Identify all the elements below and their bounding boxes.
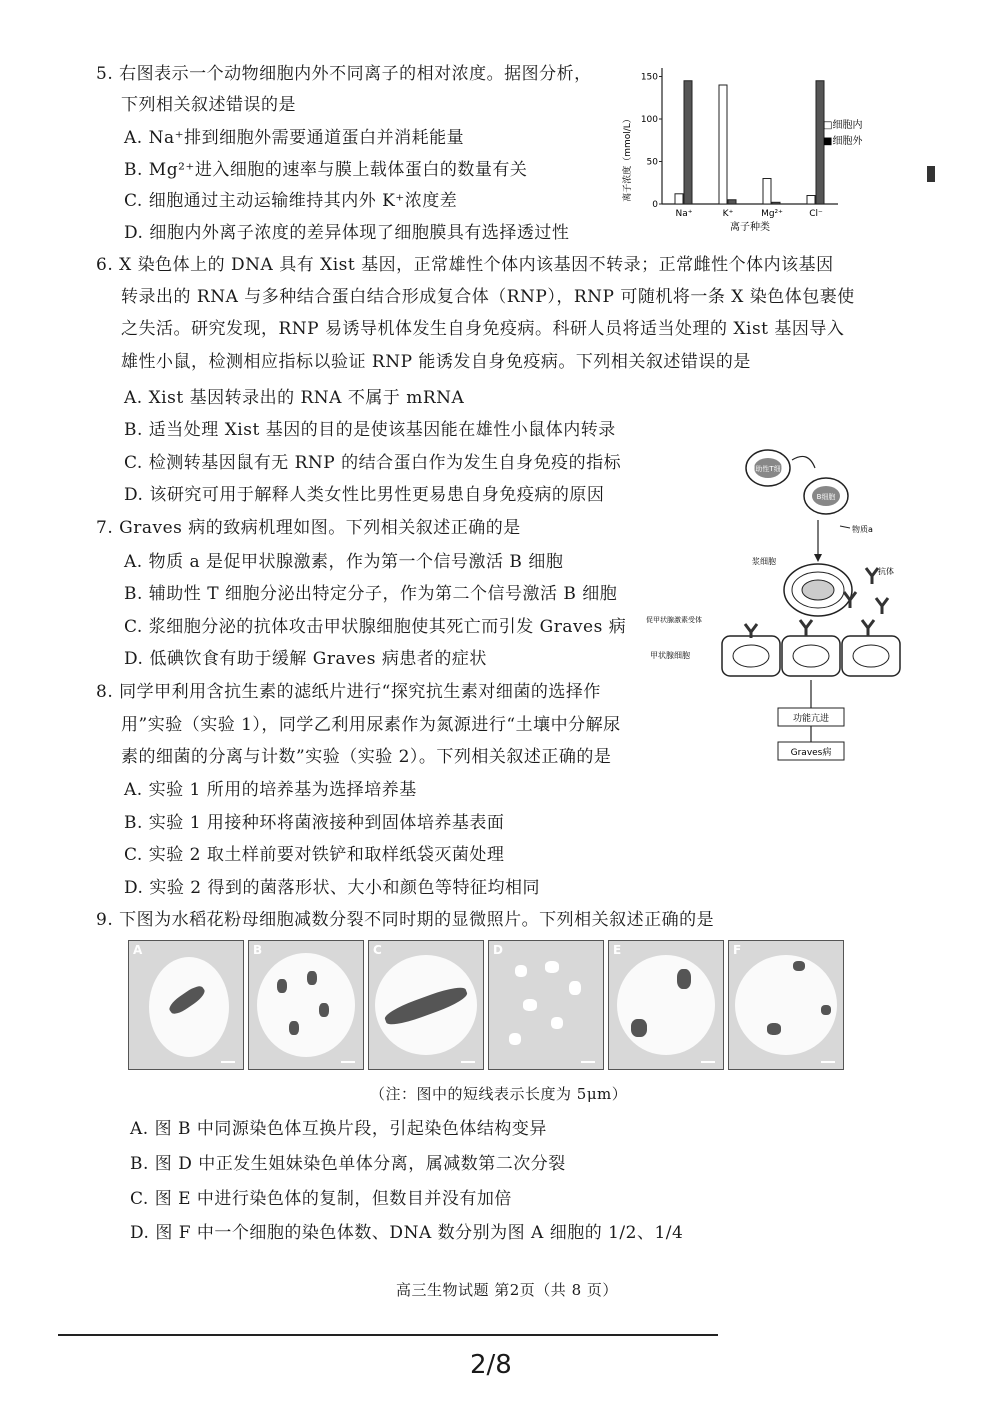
micrograph-b — [248, 940, 364, 1070]
cell-region — [257, 953, 355, 1057]
chromosome — [545, 961, 559, 973]
q7-stem: 7. Graves 病的致病机理如图。下列相关叙述正确的是 — [96, 518, 521, 538]
micrograph-f — [728, 940, 844, 1070]
margin-mark — [927, 166, 935, 182]
q6-stem-3: 之失活。研究发现，RNP 易诱导机体发生自身免疫病。科研人员将适当处理的 Xist 基因导入 — [121, 319, 845, 339]
q9-note: （注：图中的短线表示长度为 5μm） — [370, 1085, 628, 1103]
bivalent — [277, 979, 287, 993]
micrograph-e — [608, 940, 724, 1070]
micrograph-d — [488, 940, 604, 1070]
q8-option-a: A. 实验 1 所用的培养基为选择培养基 — [124, 780, 417, 800]
footer-rule — [58, 1334, 718, 1336]
bar-inside-2 — [763, 179, 771, 205]
bound-antibody-3 — [862, 620, 874, 636]
thyroid-nucleus-1 — [733, 645, 769, 667]
chart-y-label: 离子浓度（mmol/L） — [623, 114, 633, 202]
cell-region — [617, 955, 715, 1055]
q9-stem: 9. 下图为水稻花粉母细胞减数分裂不同时期的显微照片。下列相关叙述正确的是 — [96, 910, 715, 930]
micrograph-d-label: D — [493, 943, 503, 957]
page-number: 2/8 — [470, 1350, 512, 1380]
q6-option-b: B. 适当处理 Xist 基因的目的是使该基因能在雄性小鼠体内转录 — [124, 420, 616, 440]
chart-x-categories — [676, 209, 824, 219]
footer-title: 高三生物试题 第2页（共 8 页） — [396, 1281, 618, 1299]
q6-option-a: A. Xist 基因转录出的 RNA 不属于 mRNA — [124, 388, 465, 408]
chart-legend-inside: □细胞内 — [823, 120, 863, 131]
micrograph-b-label: B — [253, 943, 263, 957]
q6-stem-4: 雄性小鼠，检测相应指标以验证 RNP 能诱发自身免疫病。下列相关叙述错误的是 — [121, 352, 751, 372]
x-category-label: Cl⁻ — [809, 209, 823, 219]
q5-option-c: C. 细胞通过主动运输维持其内外 K⁺浓度差 — [124, 191, 458, 211]
q8-stem-1: 8. 同学甲利用含抗生素的滤纸片进行“探究抗生素对细菌的选择作 — [96, 682, 601, 702]
q5-stem-1: 5. 右图表示一个动物细胞内外不同离子的相对浓度。据图分析， — [96, 64, 592, 84]
q9-option-d: D. 图 F 中一个细胞的染色体数、DNA 数分别为图 A 细胞的 1/2、1/4 — [130, 1223, 684, 1243]
substance-a-pointer — [840, 526, 850, 528]
bivalent — [307, 971, 317, 985]
q6-stem-2: 转录出的 RNA 与多种结合蛋白结合形成复合体（RNP），RNP 可随机将一条 X 染色体包裹使 — [121, 287, 855, 307]
q9-option-a: A. 图 B 中同源染色体互换片段，引起染色体结构变异 — [130, 1119, 547, 1139]
micrograph-e-label: E — [613, 943, 622, 957]
helper-t-label: 辅助性T细胞 — [748, 465, 788, 473]
plasma-cell-nucleus — [802, 580, 834, 600]
chromosome — [509, 1033, 521, 1045]
q6-option-c: C. 检测转基因鼠有无 RNP 的结合蛋白作为发生自身免疫的指标 — [124, 453, 622, 473]
q7-option-c: C. 浆细胞分泌的抗体攻击甲状腺细胞使其死亡而引发 Graves 病 — [124, 617, 627, 637]
micrograph-a-label: A — [133, 943, 143, 957]
chart-x-label: 离子种类 — [730, 222, 770, 233]
antibody-icon-3 — [876, 598, 888, 614]
q7-option-a: A. 物质 a 是促甲状腺激素，作为第一个信号激活 B 细胞 — [124, 552, 564, 572]
y-tick-label: 150 — [640, 72, 658, 83]
q5-option-a: A. Na⁺排到细胞外需要通道蛋白并消耗能量 — [124, 128, 465, 148]
chart-legend-outside: ■细胞外 — [823, 136, 863, 147]
substance-a-label: 物质a — [852, 525, 873, 534]
q8-option-b: B. 实验 1 用接种环将菌液接种到固体培养基表面 — [124, 813, 505, 833]
y-tick-label: 50 — [646, 157, 658, 168]
receptor-label: 促甲状腺激素受体 — [646, 616, 702, 624]
q7-option-b: B. 辅助性 T 细胞分泌出特定分子，作为第二个信号激活 B 细胞 — [124, 584, 618, 604]
scale-bar — [821, 1061, 835, 1063]
q5-stem-2: 下列相关叙述错误的是 — [121, 95, 296, 115]
chromosome-group — [677, 969, 691, 989]
q8-option-c: C. 实验 2 取土样前要对铁铲和取样纸袋灭菌处理 — [124, 845, 505, 865]
q5-option-b: B. Mg²⁺进入细胞的速率与膜上载体蛋白的数量有关 — [124, 160, 528, 180]
bound-antibody-2 — [800, 620, 812, 636]
chromosome — [515, 965, 527, 977]
graves-label: Graves病 — [790, 748, 832, 758]
chromosome — [523, 999, 537, 1011]
micrograph-c — [368, 940, 484, 1070]
q9-option-c: C. 图 E 中进行染色体的复制，但数目并没有加倍 — [130, 1189, 512, 1209]
q9-option-b: B. 图 D 中正发生姐妹染色单体分离，属减数第二次分裂 — [130, 1154, 566, 1174]
arrow-head — [814, 554, 822, 562]
chart-y-ticks — [641, 73, 662, 211]
q8-stem-2: 用”实验（实验 1），同学乙利用尿素作为氮源进行“土壤中分解尿 — [121, 715, 621, 735]
bar-outside-0 — [684, 81, 692, 204]
chromosome-group — [821, 1005, 831, 1015]
plasma-cell-label: 浆细胞 — [752, 557, 776, 566]
scale-bar — [461, 1061, 475, 1063]
x-category-label: Na⁺ — [675, 209, 693, 219]
hyperfunction-label: 功能亢进 — [792, 714, 830, 724]
y-tick-label: 0 — [652, 200, 658, 210]
chromosome-group — [631, 1019, 647, 1037]
chromosome-group — [767, 1023, 781, 1035]
chromosome-group — [793, 961, 805, 971]
bar-inside-1 — [719, 85, 727, 204]
thyroid-nucleus-2 — [793, 645, 829, 667]
graves-mechanism-diagram — [640, 440, 910, 770]
bar-outside-2 — [772, 202, 780, 204]
signal-arrow — [792, 456, 815, 468]
thyroid-nucleus-3 — [853, 645, 889, 667]
q5-option-d: D. 细胞内外离子浓度的差异体现了细胞膜具有选择透过性 — [124, 223, 570, 243]
chromosome — [551, 1017, 563, 1029]
antibody-label: 抗体 — [878, 567, 894, 576]
micrograph-c-label: C — [373, 943, 382, 957]
chromosome — [569, 981, 581, 995]
q8-option-d: D. 实验 2 得到的菌落形状、大小和颜色等特征均相同 — [124, 878, 540, 898]
bivalent — [319, 1003, 329, 1017]
q6-stem-1: 6. X 染色体上的 DNA 具有 Xist 基因，正常雄性个体内该基因不转录；正常雌性个体内该基因 — [96, 255, 834, 275]
scale-bar — [581, 1061, 595, 1063]
antibody-icon-1 — [866, 568, 878, 584]
thyroid-cell-label: 甲状腺细胞 — [650, 651, 690, 660]
x-category-label: Mg²⁺ — [761, 209, 783, 219]
bar-inside-3 — [807, 196, 815, 205]
bivalent — [289, 1021, 299, 1035]
bar-inside-0 — [675, 194, 683, 204]
b-cell-label: B细胞 — [816, 493, 836, 501]
q8-stem-3: 素的细菌的分离与计数”实验（实验 2）。下列相关叙述正确的是 — [121, 747, 612, 767]
q6-option-d: D. 该研究可用于解释人类女性比男性更易患自身免疫病的原因 — [124, 485, 605, 505]
x-category-label: K⁺ — [722, 209, 734, 219]
scale-bar — [701, 1061, 715, 1063]
scale-bar — [341, 1061, 355, 1063]
q7-option-d: D. 低碘饮食有助于缓解 Graves 病患者的症状 — [124, 649, 487, 669]
ion-concentration-chart — [618, 58, 900, 238]
scale-bar — [221, 1061, 235, 1063]
bar-outside-1 — [728, 200, 736, 204]
chart-bars — [675, 81, 824, 204]
y-tick-label: 100 — [640, 115, 658, 125]
micrograph-a — [128, 940, 244, 1070]
micrograph-f-label: F — [733, 943, 742, 957]
